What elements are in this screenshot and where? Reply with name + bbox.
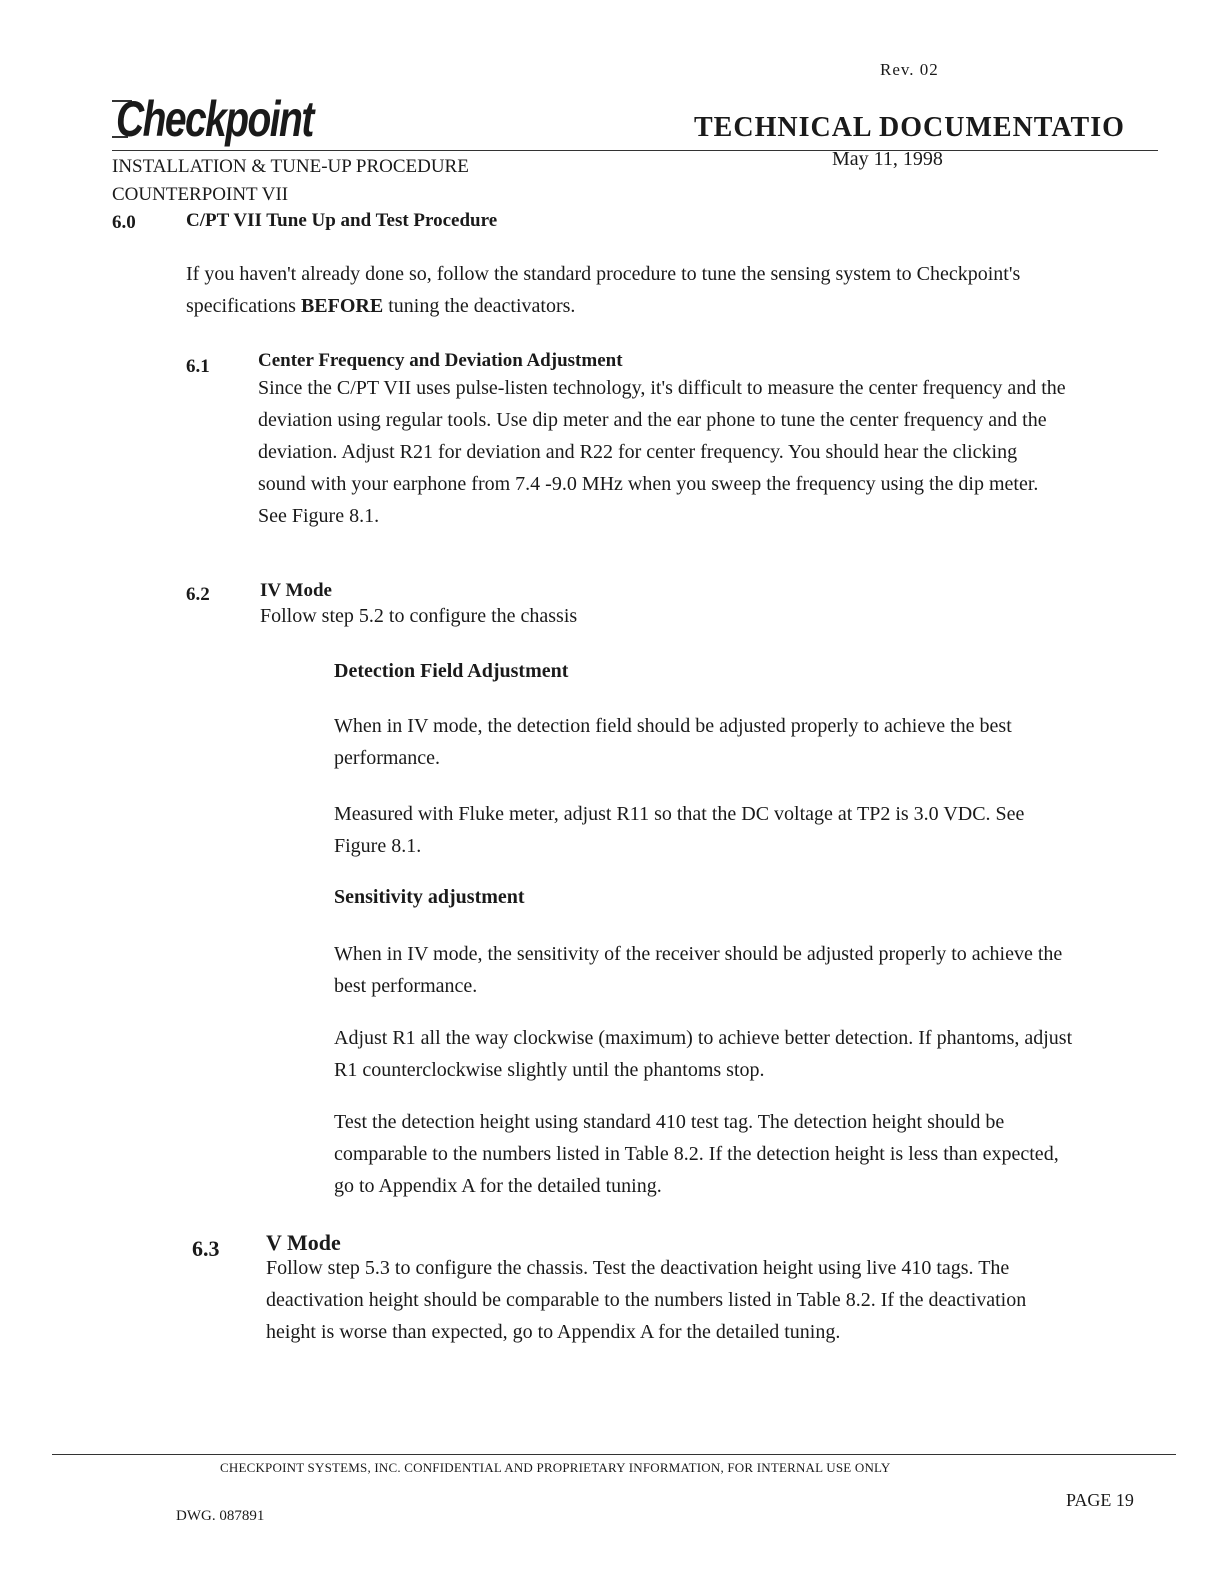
section-number: 6.3 xyxy=(192,1236,220,1261)
section-body: Follow step 5.2 to configure the chassis xyxy=(260,605,578,627)
subsection-heading: Detection Field Adjustment xyxy=(334,660,569,682)
paragraph: When in IV mode, the detection field should be adjusted properly to achieve the best performance. xyxy=(334,715,1012,769)
confidentiality-notice: CHECKPOINT SYSTEMS, INC. CONFIDENTIAL AND PROPRIETARY INFORMATION, FOR INTERNAL USE ONLY xyxy=(220,1460,891,1475)
paragraph: When in IV mode, the sensitivity of the receiver should be adjusted properly to achieve the best performance. xyxy=(334,943,1063,997)
page-number: PAGE 19 xyxy=(1066,1490,1134,1510)
section-body: Since the C/PT VII uses pulse-listen technology, it's difficult to measure the center frequency and the deviation using regular tools. Use dip meter and the ear phone to tune the center frequency and the deviation. Adjust R21 for deviation and R22 for center frequency. You should hear the clicking sound with your earphone from 7.4 -9.0 MHz when you sweep the frequency using the dip meter. See Figure 8.1. xyxy=(258,377,1066,527)
procedure-subtitle: INSTALLATION & TUNE-UP PROCEDURE xyxy=(112,156,469,177)
section-title: V Mode xyxy=(266,1230,341,1255)
section-intro xyxy=(186,258,1066,322)
section-body: Follow step 5.3 to configure the chassis. Test the deactivation height using live 410 tags. The deactivation height should be comparable to the numbers listed in Table 8.2. If the deactivation height is worse than expected, go to Appendix A for the detailed tuning. xyxy=(266,1257,1027,1343)
drawing-number: DWG. 087891 xyxy=(176,1508,265,1524)
document-date: May 11, 1998 xyxy=(832,148,943,170)
document-type-title: TECHNICAL DOCUMENTATIO xyxy=(694,112,1125,143)
section-number: 6.2 xyxy=(186,584,210,605)
revision-label: Rev. 02 xyxy=(880,60,939,79)
intro-text: tuning the deactivators. xyxy=(383,295,576,317)
subsection-heading: Sensitivity adjustment xyxy=(334,886,525,908)
paragraph: Adjust R1 all the way clockwise (maximum) to achieve better detection. If phantoms, adjust R1 counterclockwise slightly until the phantoms stop. xyxy=(334,1027,1073,1081)
section-number: 6.1 xyxy=(186,356,210,377)
section-number: 6.0 xyxy=(112,212,136,233)
section-title: IV Mode xyxy=(260,580,332,601)
product-subtitle: COUNTERPOINT VII xyxy=(112,184,289,205)
header-divider xyxy=(112,150,1158,151)
footer-divider xyxy=(52,1454,1176,1455)
company-logo: Checkpoint xyxy=(116,91,313,147)
section-title: Center Frequency and Deviation Adjustment xyxy=(258,350,623,371)
intro-emphasis: BEFORE xyxy=(300,295,384,317)
intro-text: If you haven't already done so, follow the standard procedure to tune the sensing system to Checkpoint's specifications xyxy=(186,263,1021,317)
paragraph: Measured with Fluke meter, adjust R11 so that the DC voltage at TP2 is 3.0 VDC. See Figure 8.1. xyxy=(334,803,1025,857)
section-title: C/PT VII Tune Up and Test Procedure xyxy=(186,210,498,231)
paragraph: Test the detection height using standard 410 test tag. The detection height should be comparable to the numbers listed in Table 8.2. If the detection height is less than expected, go to Appendix A for the detailed tuning. xyxy=(334,1111,1059,1197)
